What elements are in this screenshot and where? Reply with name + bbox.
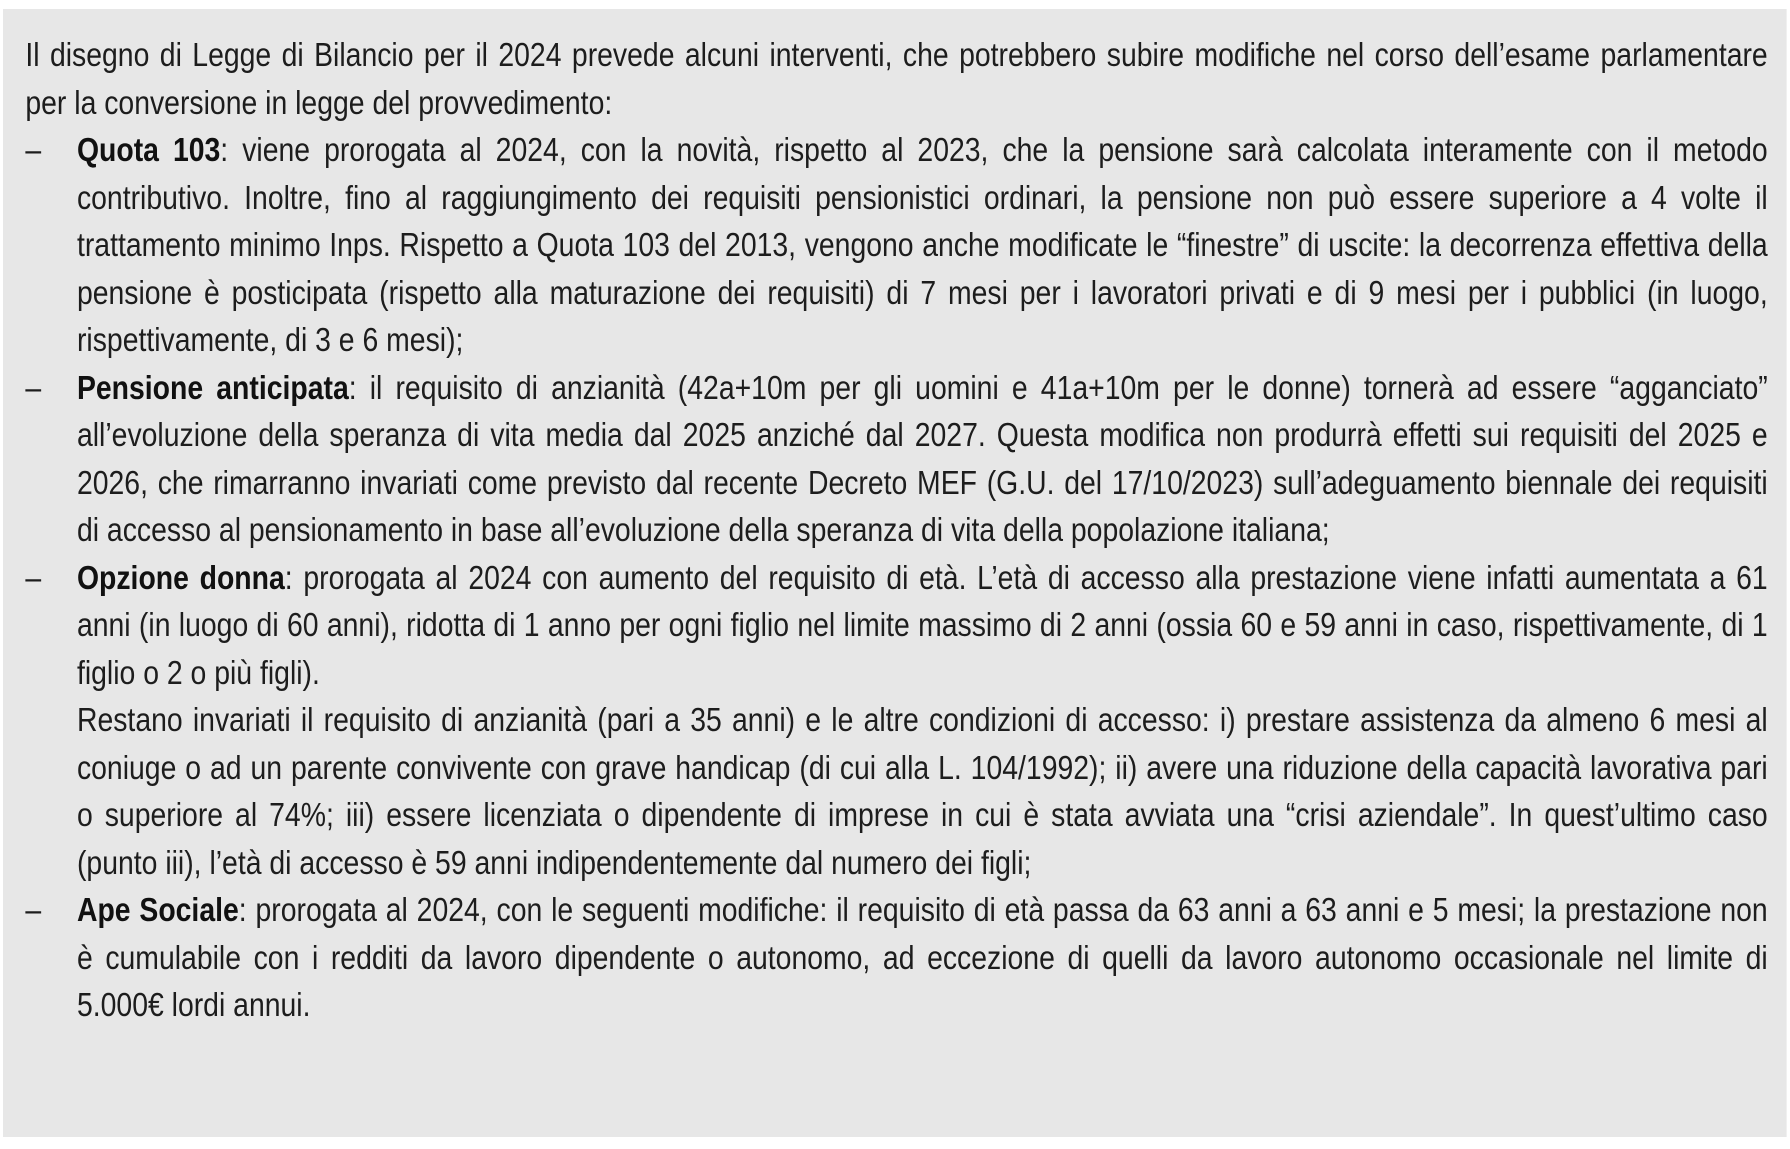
item-text: : prorogata al 2024 con aumento del requisito di età. L’età di accesso alla prestazione viene infatti aumentata a 61 anni (in luogo di 60 anni), ridotta di 1 anno per ogni figlio nel limite massimo di 2 anni (ossia 60 e 59 anni in caso, rispettivamente, di 1 figlio o 2 o più figli). [76, 558, 1768, 691]
dash-bullet: – [25, 891, 42, 928]
list-item-opzione-donna [25, 554, 1767, 887]
dash-bullet: – [25, 558, 42, 596]
item-text: : il requisito di anzianità (42a+10m per gli uomini e 41a+10m per le donne) tornerà ad essere “agganciato” all’evoluzione della speranza di vita media dal 2025 anziché dal 2027. Questa modifica non produrrà effetti sui requisiti del 2025 e 2026, che rimarranno invariati come previsto dal recente Decreto MEF (G.U. del 17/10/2023) sull’adeguamento biennale dei requisiti di accesso al pensionamento in base all’evoluzione della speranza di vita della popolazione italiana; [76, 368, 1768, 548]
item-term: Ape Sociale [76, 891, 239, 928]
item-term: Pensione anticipata [76, 368, 349, 406]
measures-list [25, 126, 1767, 1029]
list-item-quota-103 [25, 126, 1767, 364]
intro-paragraph: Il disegno di Legge di Bilancio per il 2024 prevede alcuni interventi, che potrebbero subire modifiche nel corso dell’esame parlamentare per la conversione in legge del provvedimento: [25, 36, 1768, 121]
info-box [3, 9, 1787, 1137]
item-term: Quota 103 [76, 131, 221, 168]
dash-bullet: – [25, 368, 42, 406]
item-paragraph [77, 554, 1768, 697]
item-extra-paragraph: Restano invariati il requisito di anzianità (pari a 35 anni) e le altre condizioni di accesso: i) prestare assistenza da almeno 6 mesi al coniuge o ad un parente convivente con grave handicap (di cui alla L. 104/1992); ii) avere una riduzione della capacità lavorativa pari o superiore al 74%; iii) essere licenziata o dipendente di imprese in cui è stata avviata una “crisi aziendale”. In quest’ultimo caso (punto iii), l’età di accesso è 59 anni indipendentemente dal numero dei figli; [76, 701, 1768, 881]
item-paragraph [77, 886, 1768, 1029]
item-paragraph [77, 364, 1768, 554]
list-item-ape-sociale [25, 886, 1767, 1029]
item-text: : prorogata al 2024, con le seguenti modifiche: il requisito di età passa da 63 anni a 63 anni e 5 mesi; la prestazione non è cumulabile con i redditi da lavoro dipendente o autonomo, ad eccezione di quelli da lavoro autonomo occasionale nel limite di 5.000€ lordi annui. [76, 891, 1768, 1023]
dash-bullet: – [25, 131, 42, 168]
item-text: : viene prorogata al 2024, con la novità, rispetto al 2023, che la pensione sarà calcolata interamente con il metodo contributivo. Inoltre, fino al raggiungimento dei requisiti pensionistici ordinari, la pensione non può essere superiore a 4 volte il trattamento minimo Inps. Rispetto a Quota 103 del 2013, vengono anche modificate le “finestre” di uscite: la decorrenza effettiva della pensione è posticipata (rispetto alla maturazione dei requisiti) di 7 mesi per i lavoratori privati e di 9 mesi per i pubblici (in luogo, rispettivamente, di 3 e 6 mesi); [76, 131, 1768, 358]
item-paragraph [77, 126, 1768, 364]
list-item-pensione-anticipata [25, 364, 1767, 554]
item-term: Opzione donna [76, 558, 285, 596]
